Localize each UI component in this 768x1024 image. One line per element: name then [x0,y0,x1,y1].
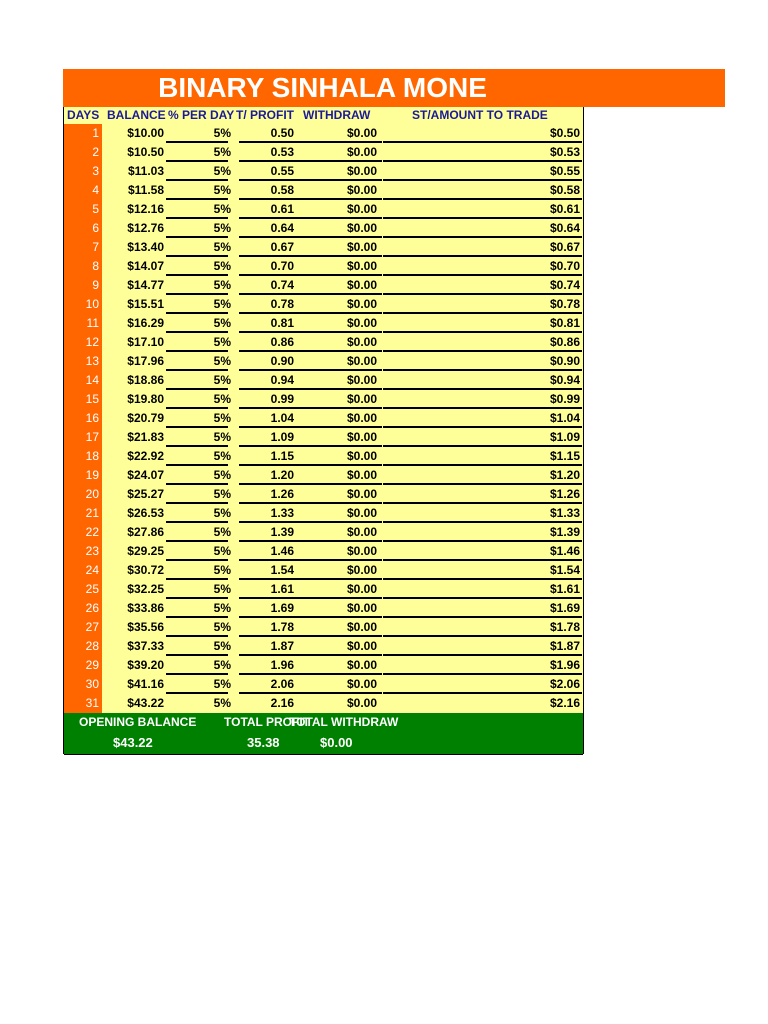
table-row [64,238,583,257]
header-total-profit: T/ PROFIT [236,108,294,122]
cell-balance: $35.56 [127,620,164,634]
cell-withdraw: $0.00 [346,354,377,368]
table-row [64,580,583,599]
cell-balance: $14.07 [127,259,164,273]
total-profit-label: TOTAL PROFIT [224,715,310,729]
cell-profit: 0.74 [270,278,294,292]
cell-profit: 0.86 [270,335,294,349]
cell-percent: 5% [213,221,231,235]
table-row [64,675,583,694]
cell-amount: $1.04 [549,411,580,425]
cell-withdraw: $0.00 [346,506,377,520]
page-title: BINARY SINHALA MONE [158,72,487,103]
cell-withdraw: $0.00 [346,411,377,425]
cell-amount: $0.74 [549,278,580,292]
cell-day: 18 [85,449,99,463]
cell-percent: 5% [213,582,231,596]
cell-withdraw: $0.00 [346,126,377,140]
cell-withdraw: $0.00 [346,696,377,710]
cell-percent: 5% [213,354,231,368]
header-balance: BALANCE [107,108,166,122]
cell-percent: 5% [213,259,231,273]
cell-day: 11 [86,316,99,330]
table-row [64,333,583,352]
cell-profit: 1.20 [270,468,294,482]
cell-amount: $1.96 [549,658,580,672]
cell-amount: $1.78 [549,620,580,634]
table-row [64,409,583,428]
cell-day: 15 [85,392,99,406]
cell-withdraw: $0.00 [346,563,377,577]
cell-amount: $1.61 [549,582,580,596]
table-row [64,124,583,143]
cell-balance: $17.96 [127,354,164,368]
cell-day: 5 [92,202,99,216]
cell-profit: 1.46 [270,544,294,558]
cell-withdraw: $0.00 [346,183,377,197]
cell-withdraw: $0.00 [346,639,377,653]
table-row [64,390,583,409]
table-row [64,637,583,656]
cell-balance: $17.10 [127,335,164,349]
table-row [64,656,583,675]
cell-day: 2 [92,145,99,159]
cell-day: 28 [85,639,99,653]
cell-percent: 5% [213,563,231,577]
cell-amount: $1.33 [549,506,580,520]
cell-balance: $11.58 [127,183,164,197]
cell-balance: $19.80 [127,392,164,406]
total-profit-value: 35.38 [247,735,280,750]
total-withdraw-value: $0.00 [320,735,353,750]
cell-withdraw: $0.00 [346,164,377,178]
cell-withdraw: $0.00 [346,601,377,615]
cell-percent: 5% [213,240,231,254]
table-row [64,257,583,276]
cell-amount: $0.90 [549,354,580,368]
cell-profit: 1.04 [270,411,294,425]
title-banner [63,69,725,107]
cell-percent: 5% [213,335,231,349]
cell-day: 30 [85,677,99,691]
header-percent-per-day: % PER DAY [168,108,235,122]
cell-withdraw: $0.00 [346,449,377,463]
table-row [64,162,583,181]
cell-profit: 0.61 [270,202,294,216]
cell-profit: 0.64 [270,221,294,235]
cell-percent: 5% [213,430,231,444]
cell-withdraw: $0.00 [346,278,377,292]
cell-amount: $0.67 [549,240,580,254]
cell-percent: 5% [213,658,231,672]
table-row [64,181,583,200]
total-withdraw-label: TOTAL WITHDRAW [289,715,399,729]
cell-percent: 5% [213,373,231,387]
cell-day: 4 [92,183,99,197]
cell-day: 14 [85,373,99,387]
cell-balance: $33.86 [127,601,164,615]
cell-amount: $1.54 [549,563,580,577]
cell-profit: 0.58 [270,183,294,197]
cell-amount: $1.46 [549,544,580,558]
table-row [64,694,583,713]
cell-withdraw: $0.00 [346,620,377,634]
cell-percent: 5% [213,506,231,520]
cell-profit: 2.16 [270,696,294,710]
cell-balance: $15.51 [127,297,164,311]
cell-withdraw: $0.00 [346,373,377,387]
cell-amount: $1.87 [549,639,580,653]
cell-amount: $0.70 [549,259,580,273]
cell-balance: $13.40 [127,240,164,254]
cell-percent: 5% [213,525,231,539]
cell-percent: 5% [213,449,231,463]
cell-percent: 5% [213,392,231,406]
cell-withdraw: $0.00 [346,145,377,159]
cell-day: 7 [92,240,99,254]
cell-amount: $1.26 [549,487,580,501]
cell-balance: $39.20 [127,658,164,672]
table-row [64,428,583,447]
cell-day: 8 [92,259,99,273]
cell-profit: 2.06 [270,677,294,691]
cell-balance: $26.53 [127,506,164,520]
cell-amount: $0.81 [549,316,580,330]
cell-day: 6 [92,221,99,235]
table-row [64,485,583,504]
cell-profit: 1.61 [270,582,294,596]
cell-withdraw: $0.00 [346,582,377,596]
cell-profit: 0.53 [270,145,294,159]
cell-balance: $24.07 [127,468,164,482]
cell-balance: $43.22 [127,696,164,710]
cell-amount: $0.86 [549,335,580,349]
header-days: DAYS [67,108,100,122]
table-row [64,466,583,485]
cell-percent: 5% [213,202,231,216]
cell-percent: 5% [213,677,231,691]
cell-withdraw: $0.00 [346,259,377,273]
cell-amount: $0.99 [549,392,580,406]
cell-balance: $22.92 [127,449,164,463]
cell-withdraw: $0.00 [346,430,377,444]
spreadsheet-table [63,107,584,754]
cell-day: 27 [85,620,99,634]
cell-profit: 1.69 [270,601,294,615]
header-amount-to-trade: ST/AMOUNT TO TRADE [412,108,548,122]
header-row [64,107,583,124]
cell-withdraw: $0.00 [346,392,377,406]
cell-amount: $0.50 [549,126,580,140]
cell-balance: $16.29 [127,316,164,330]
cell-profit: 1.96 [270,658,294,672]
totals-footer [64,713,583,755]
table-row [64,200,583,219]
cell-day: 20 [85,487,99,501]
cell-amount: $0.78 [549,297,580,311]
cell-amount: $1.09 [549,430,580,444]
cell-percent: 5% [213,411,231,425]
cell-day: 29 [85,658,99,672]
cell-day: 10 [85,297,99,311]
cell-percent: 5% [213,126,231,140]
cell-profit: 0.90 [270,354,294,368]
cell-profit: 0.50 [270,126,294,140]
cell-percent: 5% [213,601,231,615]
cell-amount: $0.61 [549,202,580,216]
table-row [64,447,583,466]
cell-balance: $11.03 [127,164,164,178]
cell-withdraw: $0.00 [346,240,377,254]
table-row [64,276,583,295]
cell-day: 21 [85,506,99,520]
cell-profit: 0.78 [270,297,294,311]
cell-profit: 1.54 [270,563,294,577]
cell-withdraw: $0.00 [346,468,377,482]
cell-balance: $32.25 [127,582,164,596]
cell-withdraw: $0.00 [346,202,377,216]
cell-balance: $14.77 [127,278,164,292]
cell-day: 3 [92,164,99,178]
cell-day: 9 [92,278,99,292]
cell-profit: 1.26 [270,487,294,501]
cell-amount: $2.06 [549,677,580,691]
header-withdraw: WITHDRAW [303,108,371,122]
cell-balance: $29.25 [127,544,164,558]
cell-profit: 0.94 [270,373,294,387]
cell-percent: 5% [213,620,231,634]
cell-withdraw: $0.00 [346,335,377,349]
cell-profit: 1.15 [270,449,294,463]
cell-profit: 1.33 [270,506,294,520]
cell-balance: $18.86 [127,373,164,387]
cell-percent: 5% [213,696,231,710]
cell-balance: $25.27 [127,487,164,501]
cell-day: 17 [85,430,99,444]
cell-profit: 1.78 [270,620,294,634]
cell-amount: $0.58 [549,183,580,197]
cell-day: 12 [85,335,99,349]
cell-amount: $0.64 [549,221,580,235]
cell-day: 25 [85,582,99,596]
cell-amount: $0.55 [549,164,580,178]
cell-percent: 5% [213,164,231,178]
table-row [64,314,583,333]
cell-balance: $30.72 [127,563,164,577]
cell-percent: 5% [213,487,231,501]
cell-day: 1 [92,126,99,140]
table-row [64,599,583,618]
table-row [64,352,583,371]
cell-percent: 5% [213,639,231,653]
cell-balance: $37.33 [127,639,164,653]
cell-balance: $27.86 [127,525,164,539]
cell-amount: $1.69 [549,601,580,615]
table-row [64,219,583,238]
cell-withdraw: $0.00 [346,487,377,501]
cell-day: 31 [85,696,99,710]
cell-balance: $10.00 [127,126,164,140]
opening-balance-label: OPENING BALANCE [79,715,197,729]
cell-amount: $2.16 [549,696,580,710]
table-row [64,295,583,314]
cell-day: 13 [85,354,99,368]
cell-profit: 0.70 [270,259,294,273]
cell-balance: $20.79 [127,411,164,425]
cell-amount: $0.53 [549,145,580,159]
cell-percent: 5% [213,278,231,292]
cell-withdraw: $0.00 [346,297,377,311]
cell-amount: $1.15 [549,449,580,463]
cell-withdraw: $0.00 [346,221,377,235]
cell-withdraw: $0.00 [346,677,377,691]
cell-withdraw: $0.00 [346,525,377,539]
opening-balance-value: $43.22 [113,735,153,750]
cell-profit: 0.55 [270,164,294,178]
cell-profit: 1.87 [270,639,294,653]
table-row [64,143,583,162]
cell-profit: 0.67 [270,240,294,254]
cell-percent: 5% [213,316,231,330]
cell-withdraw: $0.00 [346,658,377,672]
cell-profit: 0.81 [270,316,294,330]
cell-balance: $10.50 [127,145,164,159]
table-row [64,542,583,561]
cell-percent: 5% [213,468,231,482]
cell-balance: $21.83 [127,430,164,444]
cell-balance: $12.16 [127,202,164,216]
table-row [64,504,583,523]
cell-profit: 0.99 [270,392,294,406]
cell-day: 19 [85,468,99,482]
table-row [64,618,583,637]
cell-percent: 5% [213,544,231,558]
cell-day: 22 [85,525,99,539]
cell-percent: 5% [213,183,231,197]
cell-profit: 1.39 [270,525,294,539]
cell-balance: $41.16 [127,677,164,691]
cell-withdraw: $0.00 [346,316,377,330]
cell-day: 24 [85,563,99,577]
cell-amount: $1.39 [549,525,580,539]
cell-day: 26 [85,601,99,615]
cell-amount: $1.20 [549,468,580,482]
cell-day: 23 [85,544,99,558]
table-row [64,523,583,542]
table-row [64,371,583,390]
cell-percent: 5% [213,297,231,311]
cell-profit: 1.09 [270,430,294,444]
cell-withdraw: $0.00 [346,544,377,558]
table-row [64,561,583,580]
cell-balance: $12.76 [127,221,164,235]
cell-amount: $0.94 [549,373,580,387]
cell-day: 16 [85,411,99,425]
cell-percent: 5% [213,145,231,159]
